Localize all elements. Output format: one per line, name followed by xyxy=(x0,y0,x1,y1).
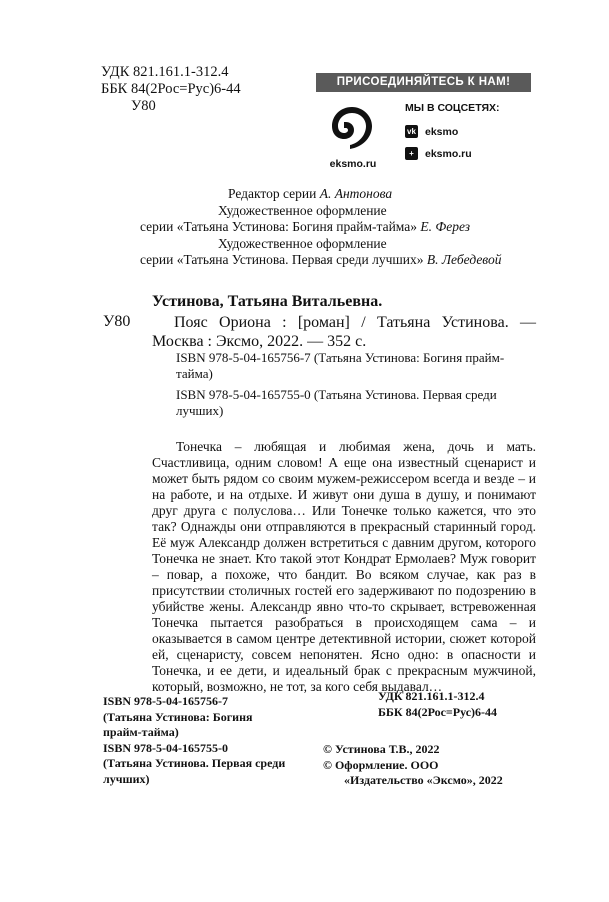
join-us-banner: ПРИСОЕДИНЯЙТЕСЬ К НАМ! xyxy=(316,73,531,92)
series-editor-name: А. Антонова xyxy=(319,186,393,201)
author-sign: У80 xyxy=(131,98,156,114)
social-item-vk[interactable] xyxy=(405,124,500,139)
isbn-entry: ISBN 978-5-04-165756-7 (Татьяна Устинова: Богиня прайм-тайма) xyxy=(176,350,505,381)
series-2-credit xyxy=(140,252,540,269)
series-1-name: серии «Татьяна Устинова: Богиня прайм-тайма» xyxy=(140,219,421,234)
annotation: Тонечка – любящая и любимая жена, дочь и мать. Счастливица, одним словом! А еще она известный сценарист и может быть рядом со своим мужем-режиссером всегда и везде – и на работе, и на отдыхе. И живут они душа в душу, и понимают друг друга с полуслова… Или Тонечке только кажется, что это так? Однажды они отправляются в прекрасный старинный город. Её муж Александр должен встретиться с давним другом, которого Тонечка не знает. Кто такой этот Кондрат Ермолаев? Муж говорит – повар, а похоже, что бандит. Во всяком случае, как раз в присутствии столичных гостей его задерживают по подозрению в убийстве жены. Александр явно что-то скрывает, встревоженная Тонечка пытается разобраться в происходящем сама – и оказывается в самом центре детективной истории, сюжет которой ей, сценаристу, совсем непонятен. Ясно одно: в опасности и Тонечка, и ее дети, и идеальный брак с прекрасным мужчиной, который, возможно, не тот, за кого себя выдавал… xyxy=(152,439,536,694)
series-editor-label: Редактор серии xyxy=(228,186,320,201)
series-2-name: серии «Татьяна Устинова. Первая среди лучших» xyxy=(140,252,427,267)
series-2-artist: В. Лебедевой xyxy=(426,252,502,267)
book-title-record xyxy=(152,313,536,351)
series-1-artist: Е. Ферез xyxy=(420,219,471,234)
footer-isbn-line: прайм-тайма) xyxy=(103,725,179,739)
social-heading: МЫ В СОЦСЕТЯХ: xyxy=(405,102,500,114)
eksmo-logo-icon xyxy=(328,104,376,152)
series-1-credit xyxy=(140,219,540,236)
credits-block xyxy=(140,186,540,269)
footer-copyright xyxy=(323,742,503,789)
social-label: eksmo.ru xyxy=(425,147,472,160)
footer-isbn-line: лучших) xyxy=(103,771,150,786)
footer-isbn-line: ISBN 978-5-04-165756-7 xyxy=(103,694,228,708)
footer-isbn xyxy=(103,694,285,787)
footer-isbn-line: (Татьяна Устинова: Богиня xyxy=(103,709,253,724)
art-design-label: Художественное оформление xyxy=(218,235,387,251)
footer-isbn-line: (Татьяна Устинова. Первая среди xyxy=(103,756,286,770)
footer-bbk: ББК 84(2Рос=Рус)6-44 xyxy=(378,704,498,719)
copyright-design: © Оформление. ООО xyxy=(323,757,439,772)
series-editor xyxy=(140,186,540,203)
art-design-label: Художественное оформление xyxy=(218,202,387,218)
bbk-code: ББК 84(2Рос=Рус)6-44 xyxy=(101,81,241,97)
logo-caption: eksmo.ru xyxy=(329,158,377,170)
footer-udk: УДК 821.161.1-312.4 xyxy=(378,689,485,703)
plus-icon: + xyxy=(405,147,418,160)
social-item-site[interactable] xyxy=(405,146,500,161)
copyright-author: © Устинова Т.В., 2022 xyxy=(323,742,440,756)
record-code: У80 xyxy=(103,313,131,330)
social-label: eksmo xyxy=(425,125,459,138)
isbn-list xyxy=(176,350,536,424)
footer-classification xyxy=(378,689,497,720)
footer-isbn-line: ISBN 978-5-04-165755-0 xyxy=(103,740,228,755)
book-title: Пояс Ориона : [роман] / Татьяна Устинова. — Москва : Эксмо, 2022. — 352 с. xyxy=(152,314,536,350)
book-author: Устинова, Татьяна Витальевна. xyxy=(152,293,383,310)
social-block xyxy=(405,102,500,168)
udk-code: УДК 821.161.1-312.4 xyxy=(101,64,229,80)
isbn-entry: ISBN 978-5-04-165755-0 (Татьяна Устинова. Первая среди лучших) xyxy=(176,387,497,418)
header-classification xyxy=(101,64,241,115)
vk-icon: vk xyxy=(405,125,418,138)
copyright-publisher: «Издательство «Эксмо», 2022 xyxy=(344,773,503,787)
